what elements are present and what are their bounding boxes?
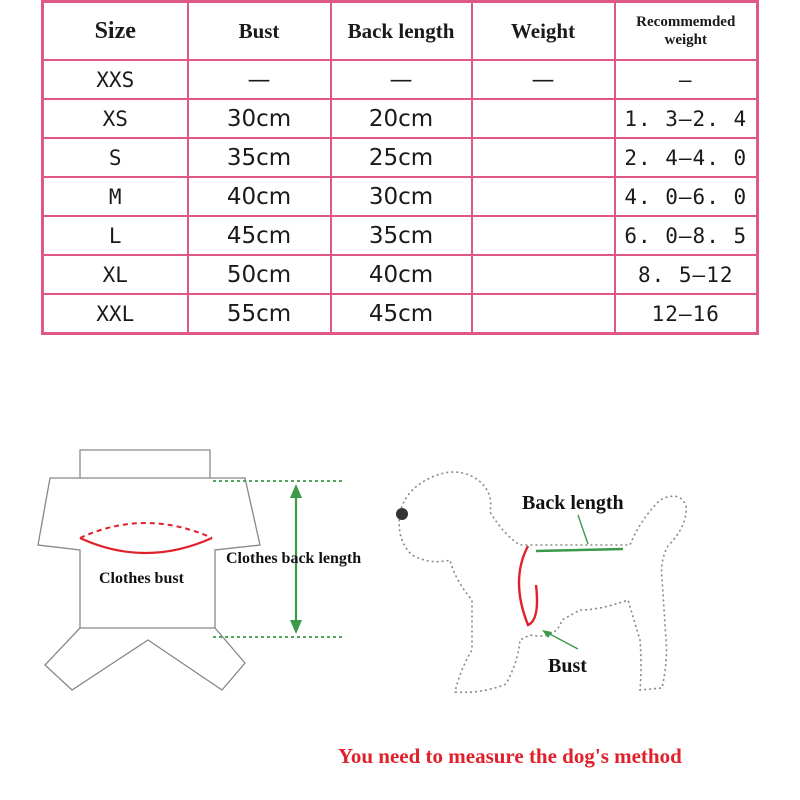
cell-weight — [472, 177, 615, 216]
cell-weight: — — [472, 60, 615, 99]
table-row — [43, 60, 758, 99]
cell-bust: 55cm — [188, 294, 331, 334]
cell-weight — [472, 294, 615, 334]
cell-back-length: 20cm — [331, 99, 472, 138]
dog-bust-measure — [519, 546, 578, 649]
table-row — [43, 255, 758, 294]
cell-recommended-weight: 8. 5–12 — [615, 255, 758, 294]
table-row — [43, 294, 758, 334]
dog-bust-label: Bust — [548, 655, 587, 677]
table-row — [43, 216, 758, 255]
cell-recommended-weight: 1. 3–2. 4 — [615, 99, 758, 138]
cell-recommended-weight: 4. 0–6. 0 — [615, 177, 758, 216]
cell-bust: — — [188, 60, 331, 99]
size-chart-table — [41, 0, 759, 335]
cell-back-length: 35cm — [331, 216, 472, 255]
cell-size: XL — [43, 255, 188, 294]
clothes-back-length-label: Clothes back length — [226, 550, 362, 567]
dog-back-length-label: Back length — [522, 492, 624, 514]
clothes-bust-measure — [80, 523, 212, 553]
cell-size: XS — [43, 99, 188, 138]
measure-note: You need to measure the dog's method — [338, 744, 682, 768]
dog-back-length-measure — [536, 515, 623, 551]
cell-recommended-weight: 2. 4–4. 0 — [615, 138, 758, 177]
cell-size: L — [43, 216, 188, 255]
cell-back-length: 40cm — [331, 255, 472, 294]
cell-weight — [472, 255, 615, 294]
table-row — [43, 99, 758, 138]
header-bust: Bust — [188, 2, 331, 61]
cell-recommended-weight: — — [615, 60, 758, 99]
cell-weight — [472, 99, 615, 138]
cell-back-length: — — [331, 60, 472, 99]
header-weight: Weight — [472, 2, 615, 61]
table-row — [43, 177, 758, 216]
header-size: Size — [43, 2, 188, 61]
cell-bust: 50cm — [188, 255, 331, 294]
cell-recommended-weight: 6. 0–8. 5 — [615, 216, 758, 255]
cell-bust: 35cm — [188, 138, 331, 177]
table-row — [43, 138, 758, 177]
cell-back-length: 30cm — [331, 177, 472, 216]
cell-weight — [472, 216, 615, 255]
cell-size: M — [43, 177, 188, 216]
cell-size: S — [43, 138, 188, 177]
cell-size: XXL — [43, 294, 188, 334]
dog-nose — [396, 508, 408, 520]
clothes-bust-label: Clothes bust — [99, 570, 184, 587]
table-header-row — [43, 2, 758, 61]
cell-back-length: 45cm — [331, 294, 472, 334]
cell-bust: 30cm — [188, 99, 331, 138]
cell-bust: 45cm — [188, 216, 331, 255]
header-recommended-weight: Recommemded weight — [615, 2, 758, 61]
cell-back-length: 25cm — [331, 138, 472, 177]
cell-bust: 40cm — [188, 177, 331, 216]
cell-recommended-weight: 12–16 — [615, 294, 758, 334]
header-back-length: Back length — [331, 2, 472, 61]
cell-weight — [472, 138, 615, 177]
cell-size: XXS — [43, 60, 188, 99]
